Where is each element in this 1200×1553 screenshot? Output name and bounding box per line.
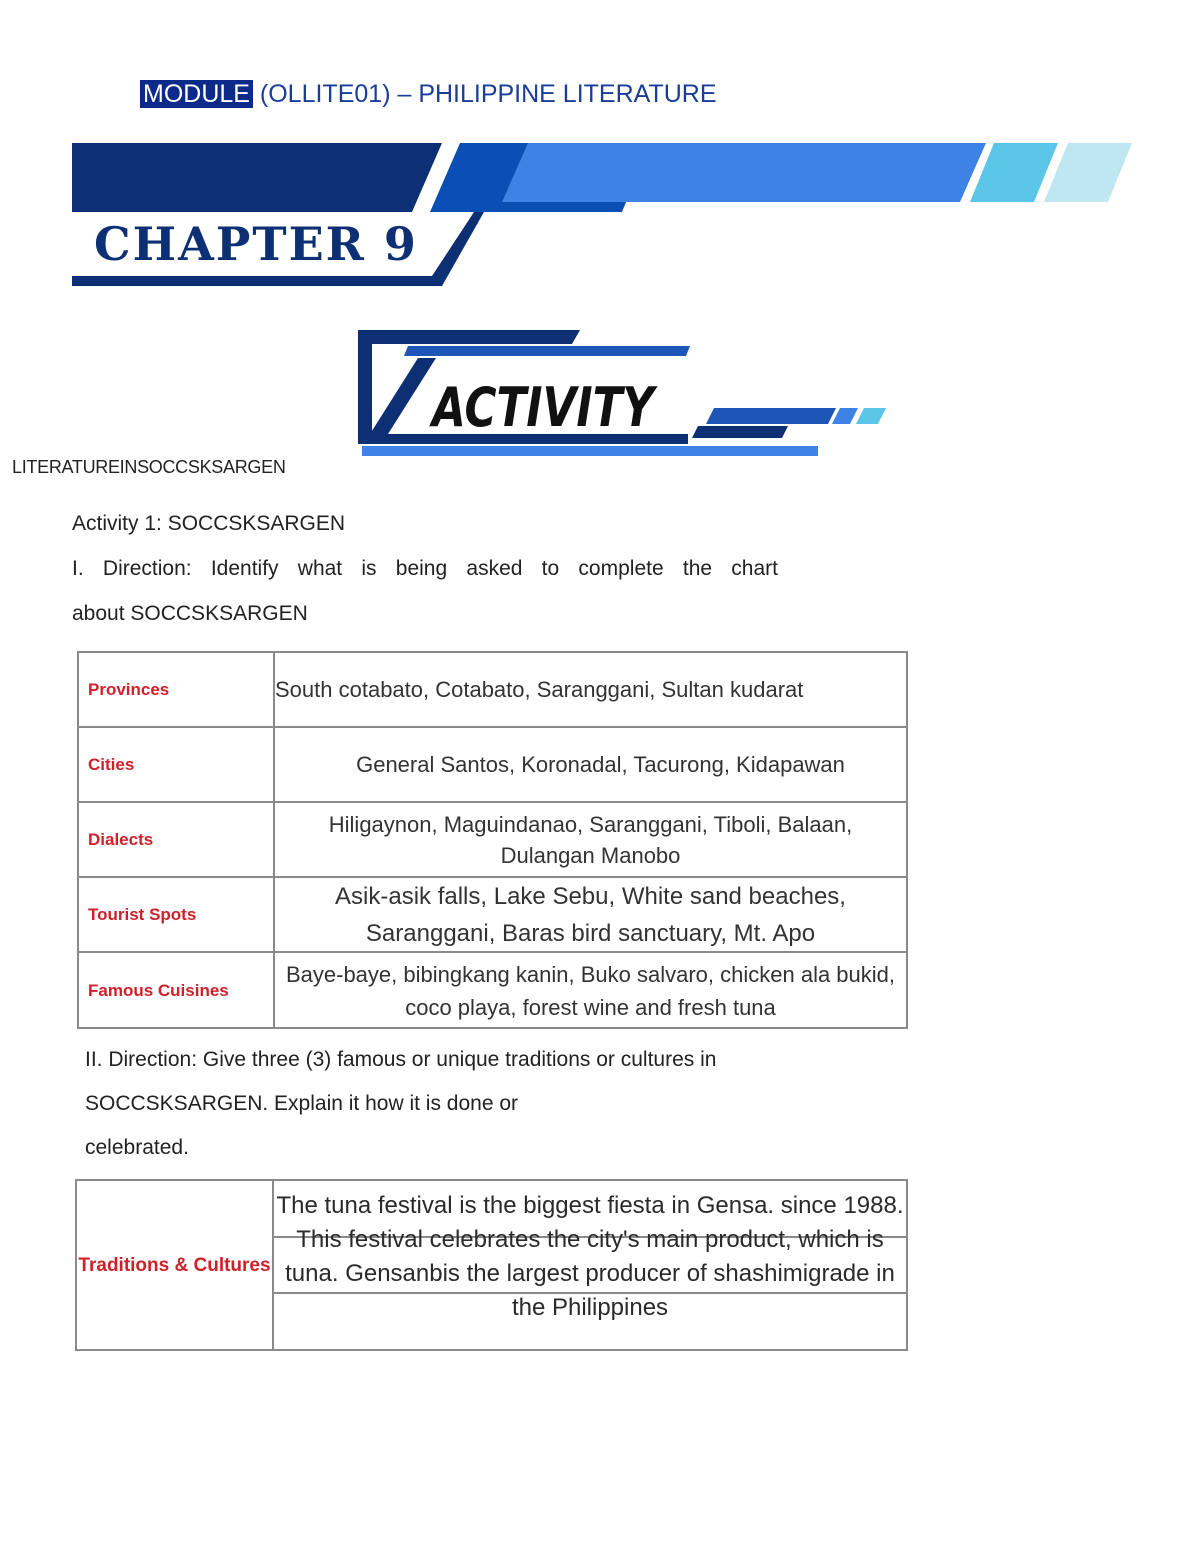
chart-row-tourist-spots: [79, 878, 906, 953]
chapter-banner: [72, 140, 1132, 290]
activity-banner: [358, 326, 888, 458]
direction-2-line-3: celebrated.: [85, 1136, 189, 1159]
chart-label: Tourist Spots: [79, 878, 275, 951]
activity-title: ACTIVITY: [428, 376, 658, 439]
activity-banner-right-bar-4: [692, 426, 788, 438]
activity-banner-right-bar-3: [856, 408, 886, 424]
activity-banner-underline: [362, 446, 818, 456]
activity-banner-top-bar: [358, 330, 580, 344]
chart-row-provinces: [79, 653, 906, 728]
module-tag: MODULE: [140, 80, 253, 108]
chart-label: Cities: [79, 728, 275, 801]
chart-value: Hiligaynon, Maguindanao, Saranggani, Tiboli, Balaan, Dulangan Manobo: [328, 811, 853, 868]
chart-row-famous-cuisines: [79, 953, 906, 1029]
chapter-banner-cyan-stripe: [970, 143, 1058, 202]
activity-1-title: Activity 1: SOCCSKSARGEN: [72, 512, 346, 535]
chart-row-dialects: [79, 803, 906, 878]
chart-value: Asik-asik falls, Lake Sebu, White sand beaches, Saranggani, Baras bird sanctuary, Mt. Apo: [335, 882, 846, 947]
chart-value: Baye-baye, bibingkang kanin, Buko salvaro, chicken ala bukid, coco playa, forest wine and fresh tuna: [285, 962, 896, 1020]
module-header: [140, 80, 717, 109]
direction-2-line-2: SOCCSKSARGEN. Explain it how it is done or: [85, 1092, 519, 1115]
activity-banner-slash: [370, 358, 436, 434]
chart-label: Dialects: [79, 803, 275, 876]
chapter-banner-navy-stripe: [72, 143, 442, 212]
soccsksargen-chart: [77, 651, 908, 1029]
chart-label: Famous Cuisines: [79, 953, 275, 1029]
chart-label: Provinces: [79, 653, 275, 726]
activity-banner-blue-bar: [404, 346, 690, 356]
chapter-title: CHAPTER 9: [94, 217, 418, 271]
direction-1-line-2: about SOCCSKSARGEN: [72, 602, 308, 625]
traditions-table: [75, 1179, 908, 1351]
chart-value: South cotabato, Cotabato, Saranggani, Sultan kudarat: [275, 677, 804, 702]
direction-2-line-1: II. Direction: Give three (3) famous or unique traditions or cultures in: [85, 1048, 717, 1071]
literature-title: LITERATUREINSOCCSKSARGEN: [12, 457, 286, 477]
module-title: (OLLITE01) – PHILIPPINE LITERATURE: [252, 80, 717, 108]
activity-banner-right-bar-2: [832, 408, 858, 424]
activity-banner-left-bar: [358, 330, 372, 438]
activity-banner-right-bar-1: [706, 408, 836, 424]
chart-value: General Santos, Koronadal, Tacurong, Kidapawan: [356, 752, 845, 777]
traditions-text: The tuna festival is the biggest fiesta in Gensa. since 1988. This festival celebrates the city's main product, which is tuna. Gensanbis the largest producer of shashimigrade in the Philippines: [276, 1192, 904, 1321]
chapter-banner-pale-stripe: [1044, 143, 1132, 202]
direction-1-line-1: I. Direction: Identify what is being asked to complete the chart: [72, 557, 778, 580]
chapter-banner-lightblue-stripe: [502, 143, 986, 202]
traditions-label: Traditions & Cultures: [77, 1181, 274, 1349]
chart-row-cities: [79, 728, 906, 803]
